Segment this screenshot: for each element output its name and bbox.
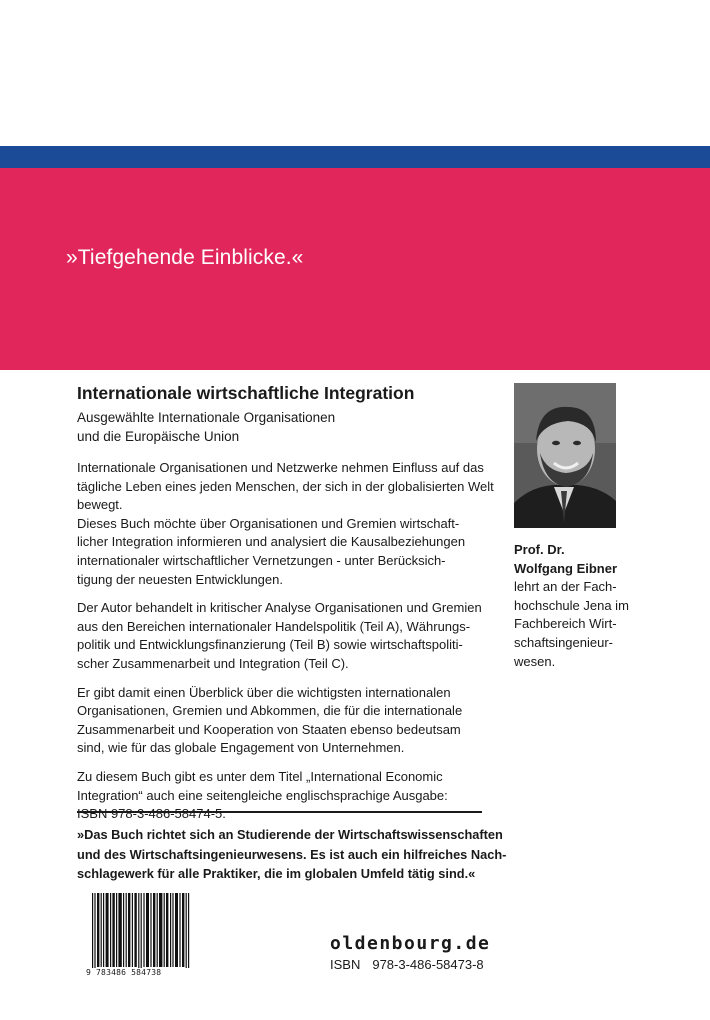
tagline: »Tiefgehende Einblicke.«	[66, 246, 304, 269]
author-portrait-icon	[514, 383, 616, 528]
text-line: tigung der neuesten Entwicklungen.	[77, 571, 283, 587]
text-line: Dieses Buch möchte über Organisationen und Gremien wirtschaft-	[77, 515, 460, 531]
text-line: Der Autor behandelt in kritischer Analyse Organisationen und Gremien	[77, 600, 482, 616]
author-bio-line: Fachbereich Wirt-	[514, 616, 617, 632]
author-bio-line: hochschule Jena im	[514, 597, 629, 613]
quote-line: schlagewerk für alle Praktiker, die im globalen Umfeld tätig sind.«	[77, 866, 476, 881]
isbn	[330, 957, 484, 972]
book-subtitle	[77, 408, 477, 446]
description	[77, 459, 494, 834]
isbn-value: 978-3-486-58473-8	[372, 957, 484, 972]
text-line: Internationale Organisationen und Netzwerke nehmen Einfluss auf das	[77, 460, 484, 475]
text-line: licher Integration informieren und analysiert die Kausalbeziehungen	[77, 534, 466, 550]
description-paragraph-1	[77, 459, 494, 589]
description-paragraph-4	[77, 768, 487, 824]
subtitle-line: Ausgewählte Internationale Organisationen	[77, 410, 336, 425]
description-paragraph-3	[77, 684, 487, 758]
barcode-digits: 9 783486 584738	[86, 968, 196, 977]
text-line: aus den Bereichen internationaler Handelspolitik (Teil A), Währungs-	[77, 618, 471, 634]
description-paragraph-2	[77, 599, 487, 673]
barcode	[86, 893, 194, 979]
text-line: internationaler wirtschaftlicher Vernetzungen - unter Berücksich-	[77, 552, 446, 568]
text-line: Zu diesem Buch gibt es unter dem Titel „International Economic	[77, 768, 443, 784]
text-line: Zusammenarbeit und Kooperation von Staaten ebenso bedeutsam	[77, 721, 461, 737]
text-line: Organisationen, Gremien und Abkommen, die für die internationale	[77, 703, 463, 719]
text-line: politik und Entwicklungsfinanzierung (Teil B) sowie wirtschaftspoliti-	[77, 637, 463, 653]
author-name-line: Prof. Dr.	[514, 542, 565, 557]
author-bio-line: schaftsingenieur-	[514, 634, 613, 650]
author-name-line: Wolfgang Eibner	[514, 560, 618, 576]
subtitle-line: und die Europäische Union	[77, 429, 240, 444]
author-info	[514, 541, 694, 671]
text-line: sind, wie für das globale Engagement von Unternehmen.	[77, 740, 405, 756]
text-line: Er gibt damit einen Überblick über die wichtigsten internationalen	[77, 684, 451, 700]
review-quote	[77, 825, 507, 884]
text-line: bewegt.	[77, 497, 123, 513]
author-bio-line: lehrt an der Fach-	[514, 579, 617, 595]
publisher-url: oldenbourg.de	[330, 933, 491, 954]
barcode-icon	[86, 893, 194, 979]
text-line: Integration“ auch eine seitengleiche englischsprachige Ausgabe:	[77, 787, 448, 803]
text-line: ISBN 978-3-486-58474-5.	[77, 806, 226, 822]
isbn-label: ISBN	[330, 957, 361, 972]
text-line: scher Zusammenarbeit und Integration (Teil C).	[77, 655, 349, 671]
book-title: Internationale wirtschaftliche Integration	[77, 383, 415, 403]
divider	[77, 811, 482, 813]
quote-line: und des Wirtschaftsingenieurwesens. Es ist auch ein hilfreiches Nach-	[77, 846, 507, 862]
author-photo	[514, 383, 616, 528]
text-line: tägliche Leben eines jeden Menschen, der sich in der globalisierten Welt	[77, 478, 494, 494]
blue-stripe	[0, 146, 710, 168]
top-margin	[0, 0, 710, 146]
author-bio-line: wesen.	[514, 653, 556, 669]
quote-line: »Das Buch richtet sich an Studierende der Wirtschaftswissenschaften	[77, 827, 503, 842]
